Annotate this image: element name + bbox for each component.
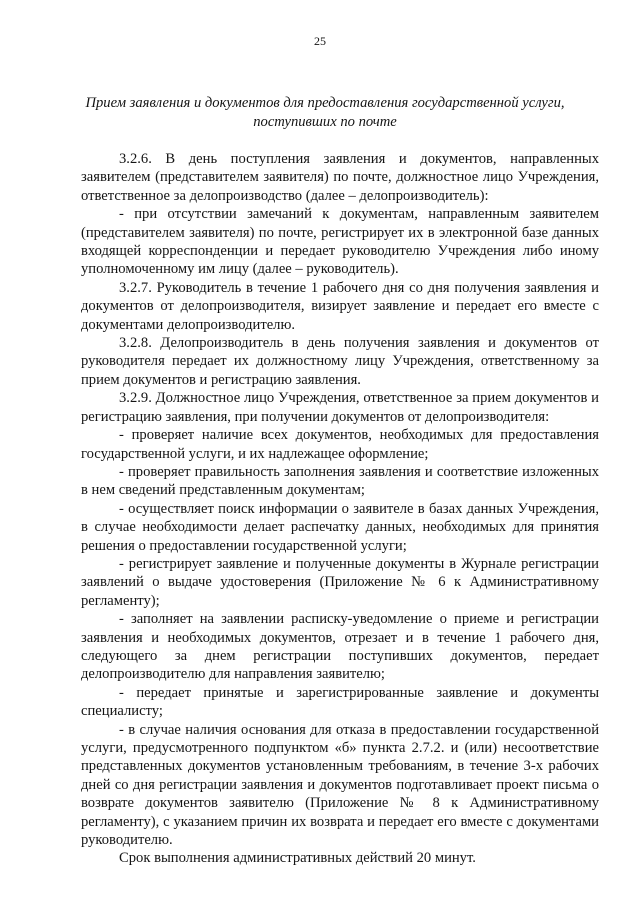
paragraph-3-2-7: 3.2.7. Руководитель в течение 1 рабочего дня со дня получения заявления и документов от делопроизводителя, визирует заявление и передает его вместе с документами делопроизводителю. [81,279,599,333]
paragraph-3-2-8: 3.2.8. Делопроизводитель в день получения заявления и документов от руководителя передает их должностному лицу Учреждения, ответственному за прием документов и регистрацию заявления. [81,335,599,388]
list-item-receipt-notice: - заполняет на заявлении расписку-уведомление о приеме и регистрации заявления и необходимых документов, отрезает и в течение 1 рабочего дня, следующего за днем регистрации поступивших документов, передает делопроизводителю для направления заявителю; [81,611,599,683]
list-item-register-journal: - регистрирует заявление и полученные документы в Журнале регистрации заявлений о выдаче удостоверения (Приложение № 6 к Административному регламенту); [81,555,599,609]
list-item-register: - при отсутствии замечаний к документам, направленным заявителем (представителем заявителя) по почте, регистрирует их в электронной базе данных входящей корреспонденции и передает руководителю Учреждения либо иному уполномоченному им лицу (далее – руководитель). [81,206,599,278]
list-item-search-info: - осуществляет поиск информации о заявителе в базах данных Учреждения, в случае необходимости делает распечатку данных, необходимых для принятия решения о предоставлении государственной услуги; [81,500,599,554]
list-item-transfer-specialist: - передает принятые и зарегистрированные заявление и документы специалисту; [81,684,599,720]
paragraph-3-2-6: 3.2.6. В день поступления заявления и документов, направленных заявителем (представителем заявителя) по почте, должностное лицо Учреждения, ответственное за делопроизводство (далее – делопроизводитель): [81,151,599,204]
list-item-refusal: - в случае наличия основания для отказа в предоставлении государственной услуги, предусмотренного подпунктом «б» пункта 2.7.2. и (или) несоответствие представленных документов установленным требованиям, в течение 3-х рабочих дней со дня регистрации заявления и документов подготавливает проект письма о возврате документов заявителю (Приложение № 8 к Административному регламенту), с указанием причин их возврата и передает его вместе с документами руководителю. [81,721,599,849]
paragraph-deadline: Срок выполнения административных действий 20 минут. [119,850,476,867]
list-item-check-documents: - проверяет наличие всех документов, необходимых для предоставления государственной услуги, и их надлежащее оформление; [81,427,599,462]
document-body [81,150,599,868]
list-item-check-filling: - проверяет правильность заполнения заявления и соответствие изложенных в нем сведений представленным документам; [81,463,599,499]
page-number: 25 [314,34,326,48]
paragraph-3-2-9: 3.2.9. Должностное лицо Учреждения, ответственное за прием документов и регистрацию заявления, при получении документов от делопроизводителя: [81,390,599,425]
section-heading: Прием заявления и документов для предоставления государственной услуги, поступивших по почте [85,95,565,130]
